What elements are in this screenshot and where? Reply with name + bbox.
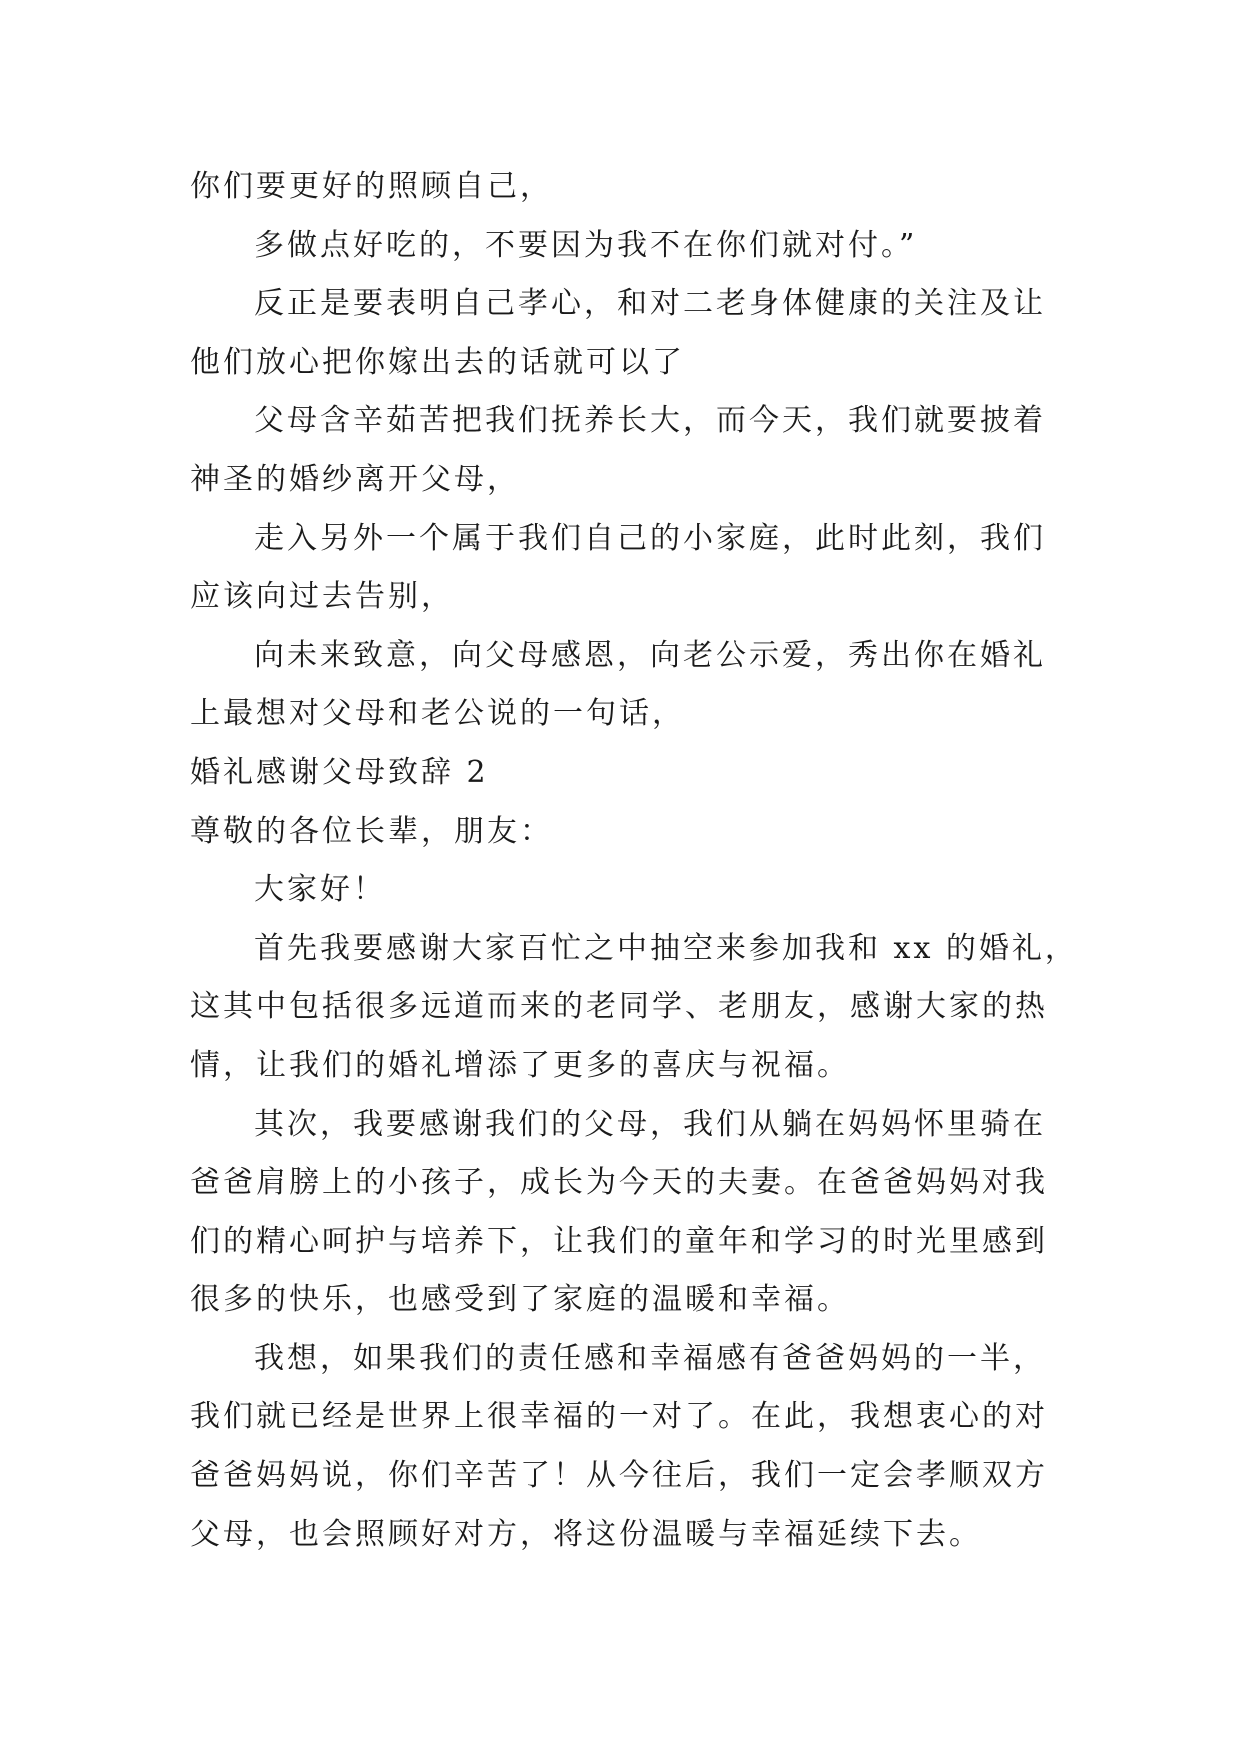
text-line: 尊敬的各位长辈，朋友： — [190, 813, 553, 849]
text-line: 多做点好吃的，不要因为我不在你们就对付。” — [254, 227, 918, 263]
text-line: 神圣的婚纱离开父母， — [190, 461, 520, 497]
text-line: 婚礼感谢父母致辞 2 — [190, 754, 489, 790]
document-body — [190, 158, 1078, 1564]
text-line: 向未来致意，向父母感恩，向老公示爱，秀出你在婚礼 — [254, 637, 1046, 673]
text-line: 你们要更好的照顾自己， — [190, 169, 553, 204]
text-line: 应该向过去告别， — [190, 579, 454, 615]
text-line: 很多的快乐，也感受到了家庭的温暖和幸福。 — [190, 1282, 850, 1318]
text-line: 们的精心呵护与培养下，让我们的童年和学习的时光里感到 — [190, 1223, 1048, 1259]
text-line: 我们就已经是世界上很幸福的一对了。在此，我想衷心的对 — [190, 1399, 1048, 1435]
text-line: 这其中包括很多远道而来的老同学、老朋友，感谢大家的热 — [190, 989, 1048, 1025]
text-line: 爸爸肩膀上的小孩子，成长为今天的夫妻。在爸爸妈妈对我 — [190, 1165, 1048, 1201]
text-line: 父母含辛茹苦把我们抚养长大，而今天，我们就要披着 — [254, 403, 1046, 439]
text-line: 其次，我要感谢我们的父母，我们从躺在妈妈怀里骑在 — [254, 1106, 1046, 1142]
text-line: 我想，如果我们的责任感和幸福感有爸爸妈妈的一半， — [254, 1340, 1046, 1376]
text-line: 走入另外一个属于我们自己的小家庭，此时此刻，我们 — [254, 520, 1046, 556]
text-line: 他们放心把你嫁出去的话就可以了 — [190, 344, 685, 380]
text-line: 爸爸妈妈说，你们辛苦了！从今往后，我们一定会孝顺双方 — [190, 1458, 1048, 1494]
text-line: 首先我要感谢大家百忙之中抽空来参加我和 xx 的婚礼， — [254, 930, 1078, 966]
text-line: 大家好！ — [254, 872, 386, 908]
text-line: 反正是要表明自己孝心，和对二老身体健康的关注及让 — [254, 286, 1046, 322]
text-line: 上最想对父母和老公说的一句话， — [190, 696, 685, 732]
text-line: 情，让我们的婚礼增添了更多的喜庆与祝福。 — [190, 1047, 850, 1083]
text-line: 父母，也会照顾好对方，将这份温暖与幸福延续下去。 — [190, 1516, 982, 1552]
